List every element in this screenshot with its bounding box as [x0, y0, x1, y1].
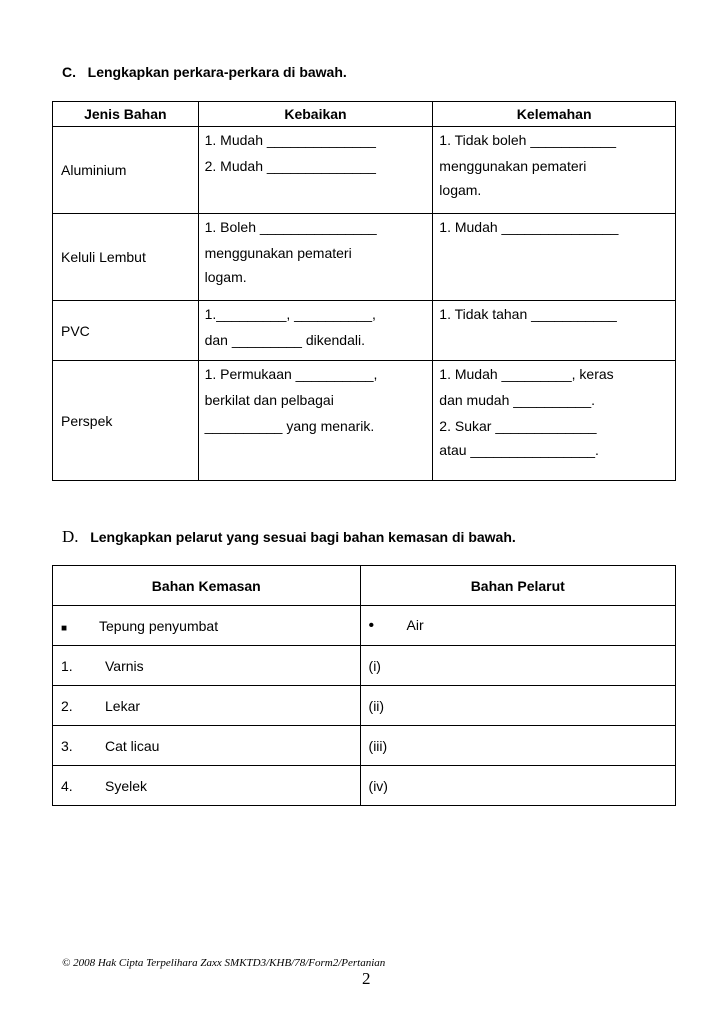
kemasan-name: Syelek: [105, 777, 148, 794]
row-number: 1.: [61, 657, 73, 674]
kebaikan-line: 1. Boleh _______________: [204, 219, 377, 235]
dot-bullet-icon: •: [368, 616, 375, 634]
header-kebaikan: Kebaikan: [198, 102, 433, 127]
table-row: [53, 766, 676, 806]
kebaikan-cell: [198, 301, 433, 361]
kemasan-cell: [53, 646, 361, 686]
pelarut-cell: (iii): [360, 726, 675, 766]
pelarut-cell: (ii): [360, 686, 675, 726]
section-d-heading: [62, 527, 516, 547]
material-name: Perspek: [53, 361, 199, 481]
table-row: [53, 214, 676, 301]
kebaikan-kelemahan-table: [52, 101, 676, 481]
kelemahan-line: 1. Mudah _________, keras: [439, 366, 614, 382]
header-bahan-kemasan: Bahan Kemasan: [53, 566, 361, 606]
kelemahan-line: atau ________________.: [439, 442, 599, 458]
section-c-instruction: Lengkapkan perkara-perkara di bawah.: [87, 64, 347, 80]
table-header-row: [53, 102, 676, 127]
table-row: [53, 127, 676, 214]
kebaikan-cell: [198, 361, 433, 481]
kemasan-cell: [53, 726, 361, 766]
kelemahan-cell: [433, 301, 676, 361]
pelarut-name: Air: [406, 616, 424, 633]
kelemahan-line: menggunakan pemateri: [439, 158, 587, 174]
section-c-heading: [62, 64, 347, 80]
table-row: [53, 646, 676, 686]
kemasan-cell: [53, 686, 361, 726]
kelemahan-line: logam.: [439, 182, 482, 198]
kelemahan-line: 2. Sukar _____________: [439, 418, 597, 434]
kebaikan-line: 2. Mudah ______________: [204, 158, 376, 174]
row-number: 4.: [61, 777, 73, 794]
square-bullet-icon: ■: [61, 622, 68, 634]
kelemahan-cell: [433, 214, 676, 301]
section-d-letter: D.: [62, 527, 79, 546]
kemasan-name: Tepung penyumbat: [99, 617, 219, 634]
kebaikan-line: dan _________ dikendali.: [204, 332, 365, 348]
kebaikan-line: menggunakan pemateri: [204, 245, 352, 261]
pelarut-cell: (i): [360, 646, 675, 686]
kelemahan-line: 1. Tidak tahan ___________: [439, 306, 617, 322]
pelarut-cell: (iv): [360, 766, 675, 806]
material-name: Keluli Lembut: [53, 214, 199, 301]
kebaikan-line: berkilat dan pelbagai: [204, 392, 334, 408]
header-jenis-bahan: Jenis Bahan: [53, 102, 199, 127]
kemasan-name: Cat licau: [105, 737, 160, 754]
kebaikan-line: 1._________, __________,: [204, 306, 376, 322]
kelemahan-line: 1. Mudah _______________: [439, 219, 619, 235]
table-header-row: [53, 566, 676, 606]
kebaikan-line: 1. Mudah ______________: [204, 132, 376, 148]
kebaikan-cell: [198, 214, 433, 301]
kelemahan-cell: [433, 361, 676, 481]
kemasan-name: Lekar: [105, 697, 141, 714]
kelemahan-cell: [433, 127, 676, 214]
row-number: 3.: [61, 737, 73, 754]
pelarut-cell: [360, 606, 675, 646]
kemasan-name: Varnis: [105, 657, 144, 674]
section-d-instruction: Lengkapkan pelarut yang sesuai bagi bahan kemasan di bawah.: [90, 529, 516, 545]
material-name: Aluminium: [53, 127, 199, 214]
kelemahan-line: dan mudah __________.: [439, 392, 595, 408]
table-row: [53, 606, 676, 646]
table-row: [53, 301, 676, 361]
kebaikan-line: __________ yang menarik.: [204, 418, 375, 434]
section-c-letter: C.: [62, 64, 76, 80]
table-row: [53, 686, 676, 726]
header-kelemahan: Kelemahan: [433, 102, 676, 127]
table-row: [53, 361, 676, 481]
kebaikan-cell: [198, 127, 433, 214]
kebaikan-line: 1. Permukaan __________,: [204, 366, 378, 382]
kelemahan-line: 1. Tidak boleh ___________: [439, 132, 617, 148]
row-number: 2.: [61, 697, 73, 714]
copyright-footer: © 2008 Hak Cipta Terpelihara Zaxx SMKTD3/KHB/78/Form2/Pertanian: [62, 957, 386, 969]
material-name: PVC: [53, 301, 199, 361]
kemasan-cell: [53, 766, 361, 806]
page-number: 2: [362, 969, 371, 988]
kemasan-cell: [53, 606, 361, 646]
table-row: [53, 726, 676, 766]
kebaikan-line: logam.: [204, 269, 247, 285]
header-bahan-pelarut: Bahan Pelarut: [360, 566, 675, 606]
bahan-kemasan-table: [52, 565, 676, 806]
